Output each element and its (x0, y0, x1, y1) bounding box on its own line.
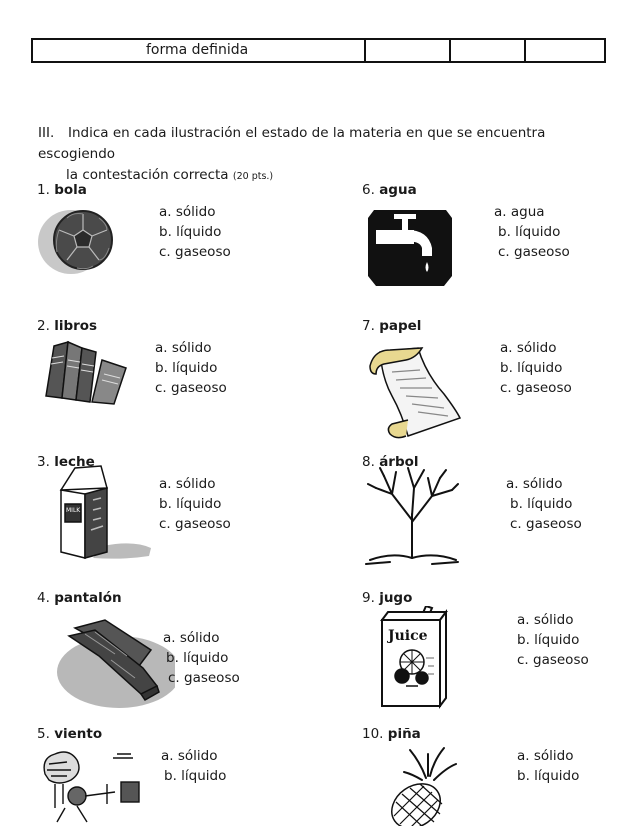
question-number: 5. (37, 726, 50, 742)
option-b[interactable]: b. líquido (517, 768, 580, 784)
table-cell-blank (366, 40, 451, 61)
books-icon (42, 338, 132, 408)
question-word: árbol (379, 454, 419, 470)
option-a[interactable]: a. sólido (500, 340, 557, 356)
question-word: bola (54, 182, 87, 198)
option-b[interactable]: b. líquido (517, 632, 580, 648)
question-number: 8. (362, 454, 375, 470)
wind-fan-icon (37, 744, 147, 826)
question-number: 6. (362, 182, 375, 198)
option-c[interactable]: c. gaseoso (500, 380, 572, 396)
question-word: piña (387, 726, 421, 742)
pineapple-icon (380, 744, 460, 826)
option-a[interactable]: a. sólido (155, 340, 212, 356)
option-a[interactable]: a. sólido (159, 204, 216, 220)
question-number: 1. (37, 182, 50, 198)
instructions-line-1: Indica en cada ilustración el estado de la materia en que se encuentra escogiendo (38, 125, 546, 162)
section-instructions (38, 123, 618, 187)
question-word: viento (54, 726, 103, 742)
pants-icon (55, 614, 175, 710)
option-a[interactable]: a. agua (494, 204, 545, 220)
option-b[interactable]: b. líquido (510, 496, 573, 512)
svg-text:MILK: MILK (66, 507, 81, 514)
option-c[interactable]: c. gaseoso (510, 516, 582, 532)
question-number: 3. (37, 454, 50, 470)
option-c[interactable]: c. gaseoso (168, 670, 240, 686)
answer-table (31, 38, 606, 63)
question-word: jugo (379, 590, 413, 606)
question-number: 10. (362, 726, 384, 742)
option-c[interactable]: c. gaseoso (155, 380, 227, 396)
question-number: 4. (37, 590, 50, 606)
option-c[interactable]: c. gaseoso (159, 244, 231, 260)
paper-scroll-icon (366, 344, 466, 440)
table-cell-blank (451, 40, 526, 61)
question-word: papel (379, 318, 422, 334)
milk-carton-icon (53, 460, 153, 564)
option-a[interactable]: a. sólido (159, 476, 216, 492)
option-a[interactable]: a. sólido (517, 748, 574, 764)
option-b[interactable]: b. líquido (500, 360, 563, 376)
question-word: pantalón (54, 590, 122, 606)
question-number: 7. (362, 318, 375, 334)
question-word: agua (379, 182, 417, 198)
option-a[interactable]: a. sólido (517, 612, 574, 628)
tree-icon (362, 460, 462, 570)
option-b[interactable]: b. líquido (159, 496, 222, 512)
question-number: 9. (362, 590, 375, 606)
option-b[interactable]: b. líquido (155, 360, 218, 376)
instructions-line-2: la contestación correcta (66, 167, 229, 183)
table-cell-label: forma definida (33, 40, 366, 61)
option-b[interactable]: b. líquido (498, 224, 561, 240)
question-word: leche (54, 454, 95, 470)
question-word: libros (54, 318, 98, 334)
section-number: III. (38, 125, 55, 141)
option-a[interactable]: a. sólido (506, 476, 563, 492)
option-b[interactable]: b. líquido (166, 650, 229, 666)
juice-box-icon (376, 606, 456, 712)
table-cell-blank (526, 40, 604, 61)
option-c[interactable]: c. gaseoso (517, 652, 589, 668)
points-label: (20 pts.) (232, 171, 274, 182)
option-a[interactable]: a. sólido (161, 748, 218, 764)
option-c[interactable]: c. gaseoso (498, 244, 570, 260)
option-c[interactable]: c. gaseoso (159, 516, 231, 532)
soccer-ball-icon (37, 208, 117, 276)
juice-label: Juice (388, 628, 428, 644)
option-b[interactable]: b. líquido (159, 224, 222, 240)
option-b[interactable]: b. líquido (164, 768, 227, 784)
option-a[interactable]: a. sólido (163, 630, 220, 646)
faucet-icon (364, 204, 456, 290)
question-number: 2. (37, 318, 50, 334)
